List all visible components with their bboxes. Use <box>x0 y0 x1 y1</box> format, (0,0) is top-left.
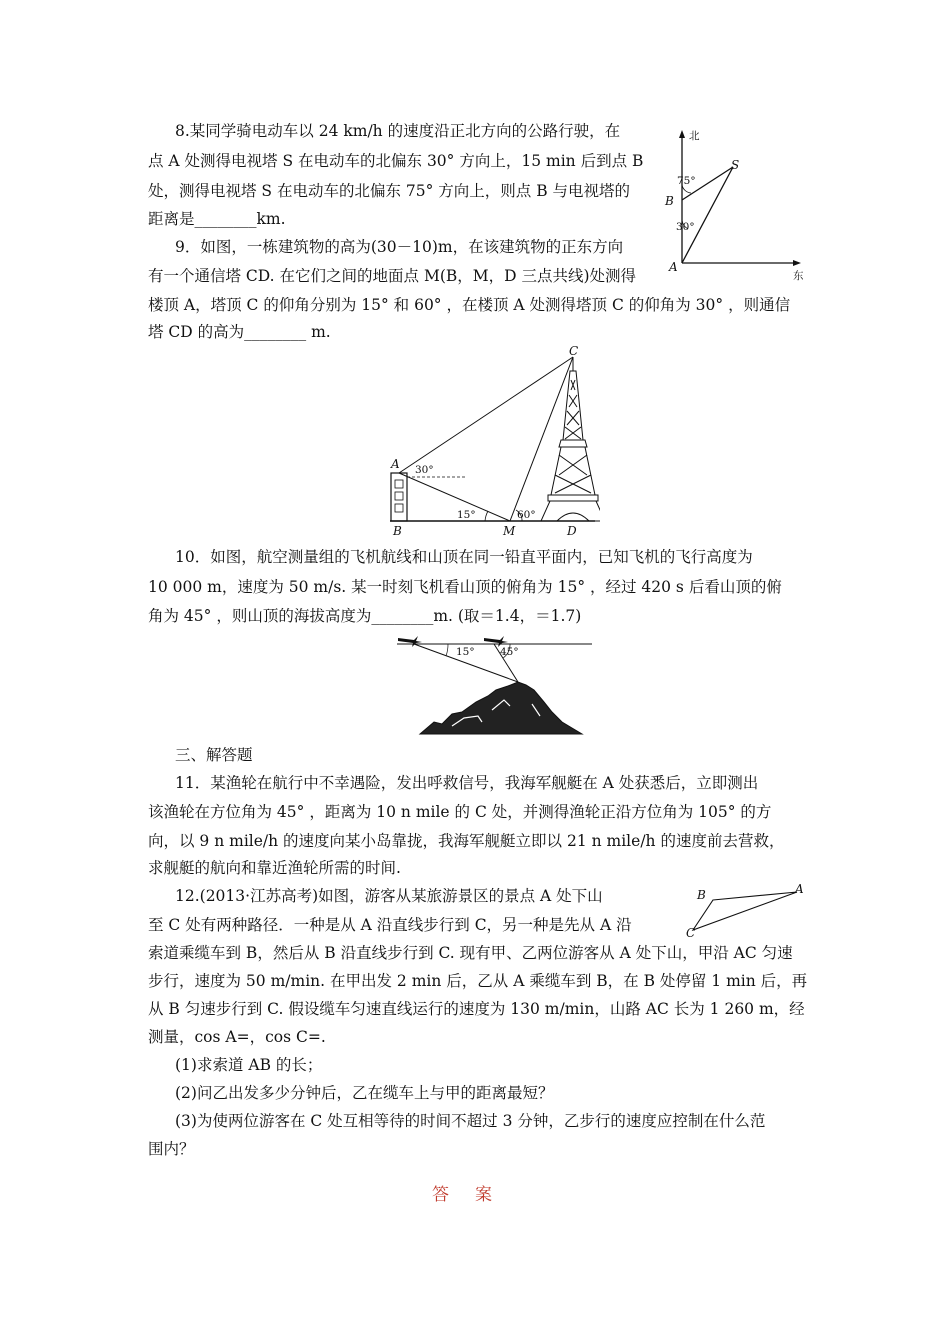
point-c-label: C <box>686 926 696 940</box>
q11-line-3: 向，以 9 n mile/h 的速度向某小岛靠拢，我海军舰艇立即以 21 n mile/h 的速度前去营救， <box>148 832 785 850</box>
q11-line-2: 该渔轮在方位角为 45° ，距离为 10 n mile 的 C 处，并测得渔轮正沿方位角为 105° 的方 <box>148 803 772 821</box>
q10-line-3: 角为 45° ，则山顶的海拔高度为________m. (取＝1.4，＝1.7) <box>148 607 582 625</box>
q8-line-1: 8.某同学骑电动车以 24 km/h 的速度沿正北方向的公路行驶，在 <box>175 122 621 140</box>
q12-line-3: 索道乘缆车到 B，然后从 B 沿直线步行到 C. 现有甲、乙两位游客从 A 处下山，甲沿 AC 匀速 <box>148 944 793 962</box>
angle-60-label: 60° <box>517 509 536 521</box>
angle-15-label: 15° <box>457 509 476 521</box>
point-a-label: A <box>391 457 400 471</box>
q8-line-3: 处，测得电视塔 S 在电动车的北偏东 75° 方向上，则点 B 与电视塔的 <box>148 182 631 200</box>
point-a-label: A <box>669 260 678 274</box>
point-m-label: M <box>503 524 516 538</box>
q12-line-4: 步行，速度为 50 m/min. 在甲出发 2 min 后，乙从 A 乘缆车到 B，在 B 处停留 1 min 后，再 <box>148 972 808 990</box>
q9-line-1: 9．如图，一栋建筑物的高为(30－10)m，在该建筑物的正东方向 <box>175 238 624 256</box>
q12-figure <box>685 880 815 940</box>
section-heading: 三、解答题 <box>175 746 253 764</box>
q12-sub-2: (2)问乙出发多少分钟后，乙在缆车上与甲的距离最短？ <box>175 1084 554 1102</box>
q9-line-2: 有一个通信塔 CD. 在它们之间的地面点 M(B，M，D 三点共线)处测得 <box>148 267 637 285</box>
answer-heading: 答案 <box>432 1185 518 1205</box>
q8-figure <box>655 125 815 285</box>
q9-line-4: 塔 CD 的高为________ m. <box>148 323 331 341</box>
north-label: 北 <box>689 130 700 142</box>
q11-line-1: 11．某渔轮在航行中不幸遇险，发出呼救信号，我海军舰艇在 A 处获悉后，立即测出 <box>175 774 759 792</box>
point-s-label: S <box>731 158 740 172</box>
angle-15-label: 15° <box>456 646 475 658</box>
point-c-label: C <box>569 345 579 358</box>
q10-figure <box>392 630 597 738</box>
point-b-label: B <box>697 888 706 902</box>
q12-sub-4: 围内？ <box>148 1140 195 1158</box>
q11-line-4: 求舰艇的航向和靠近渔轮所需的时间. <box>148 859 401 877</box>
point-b-label: B <box>665 194 674 208</box>
q12-line-2: 至 C 处有两种路径．一种是从 A 沿直线步行到 C，另一种是先从 A 沿 <box>148 916 632 934</box>
q8-line-4: 距离是________km. <box>148 210 286 228</box>
q12-line-6: 测量，cos A=，cos C=. <box>148 1028 326 1046</box>
point-d-label: D <box>567 524 577 538</box>
q10-line-2: 10 000 m，速度为 50 m/s. 某一时刻飞机看山顶的俯角为 15° ，经过 420 s 后看山顶的俯 <box>148 578 782 596</box>
angle-75-label: 75° <box>677 175 696 187</box>
q12-line-5: 从 B 匀速步行到 C. 假设缆车匀速直线运行的速度为 130 m/min，山路 AC 长为 1 260 m，经 <box>148 1000 805 1018</box>
east-label: 东 <box>793 270 804 282</box>
q9-line-3: 楼顶 A，塔顶 C 的仰角分别为 15° 和 60° ，在楼顶 A 处测得塔顶 C 的仰角为 30° ，则通信 <box>148 296 791 314</box>
tower-icon <box>541 357 600 521</box>
q12-line-1: 12.(2013·江苏高考)如图，游客从某旅游景区的景点 A 处下山 <box>175 887 603 905</box>
q12-sub-1: (1)求索道 AB 的长； <box>175 1056 323 1074</box>
point-b-label: B <box>393 524 402 538</box>
mountain-icon <box>420 682 582 734</box>
point-a-label: A <box>795 882 804 896</box>
angle-30-label: 30° <box>676 221 695 233</box>
angle-30-label: 30° <box>415 464 434 476</box>
q12-sub-3: (3)为使两位游客在 C 处互相等待的时间不超过 3 分钟，乙步行的速度应控制在什么范 <box>175 1112 766 1130</box>
angle-45-label: 45° <box>500 646 519 658</box>
q8-line-2: 点 A 处测得电视塔 S 在电动车的北偏东 30° 方向上，15 min 后到点 B <box>148 152 644 170</box>
q10-line-1: 10．如图，航空测量组的飞机航线和山顶在同一铅直平面内，已知飞机的飞行高度为 <box>175 548 753 566</box>
q9-figure <box>385 345 600 540</box>
